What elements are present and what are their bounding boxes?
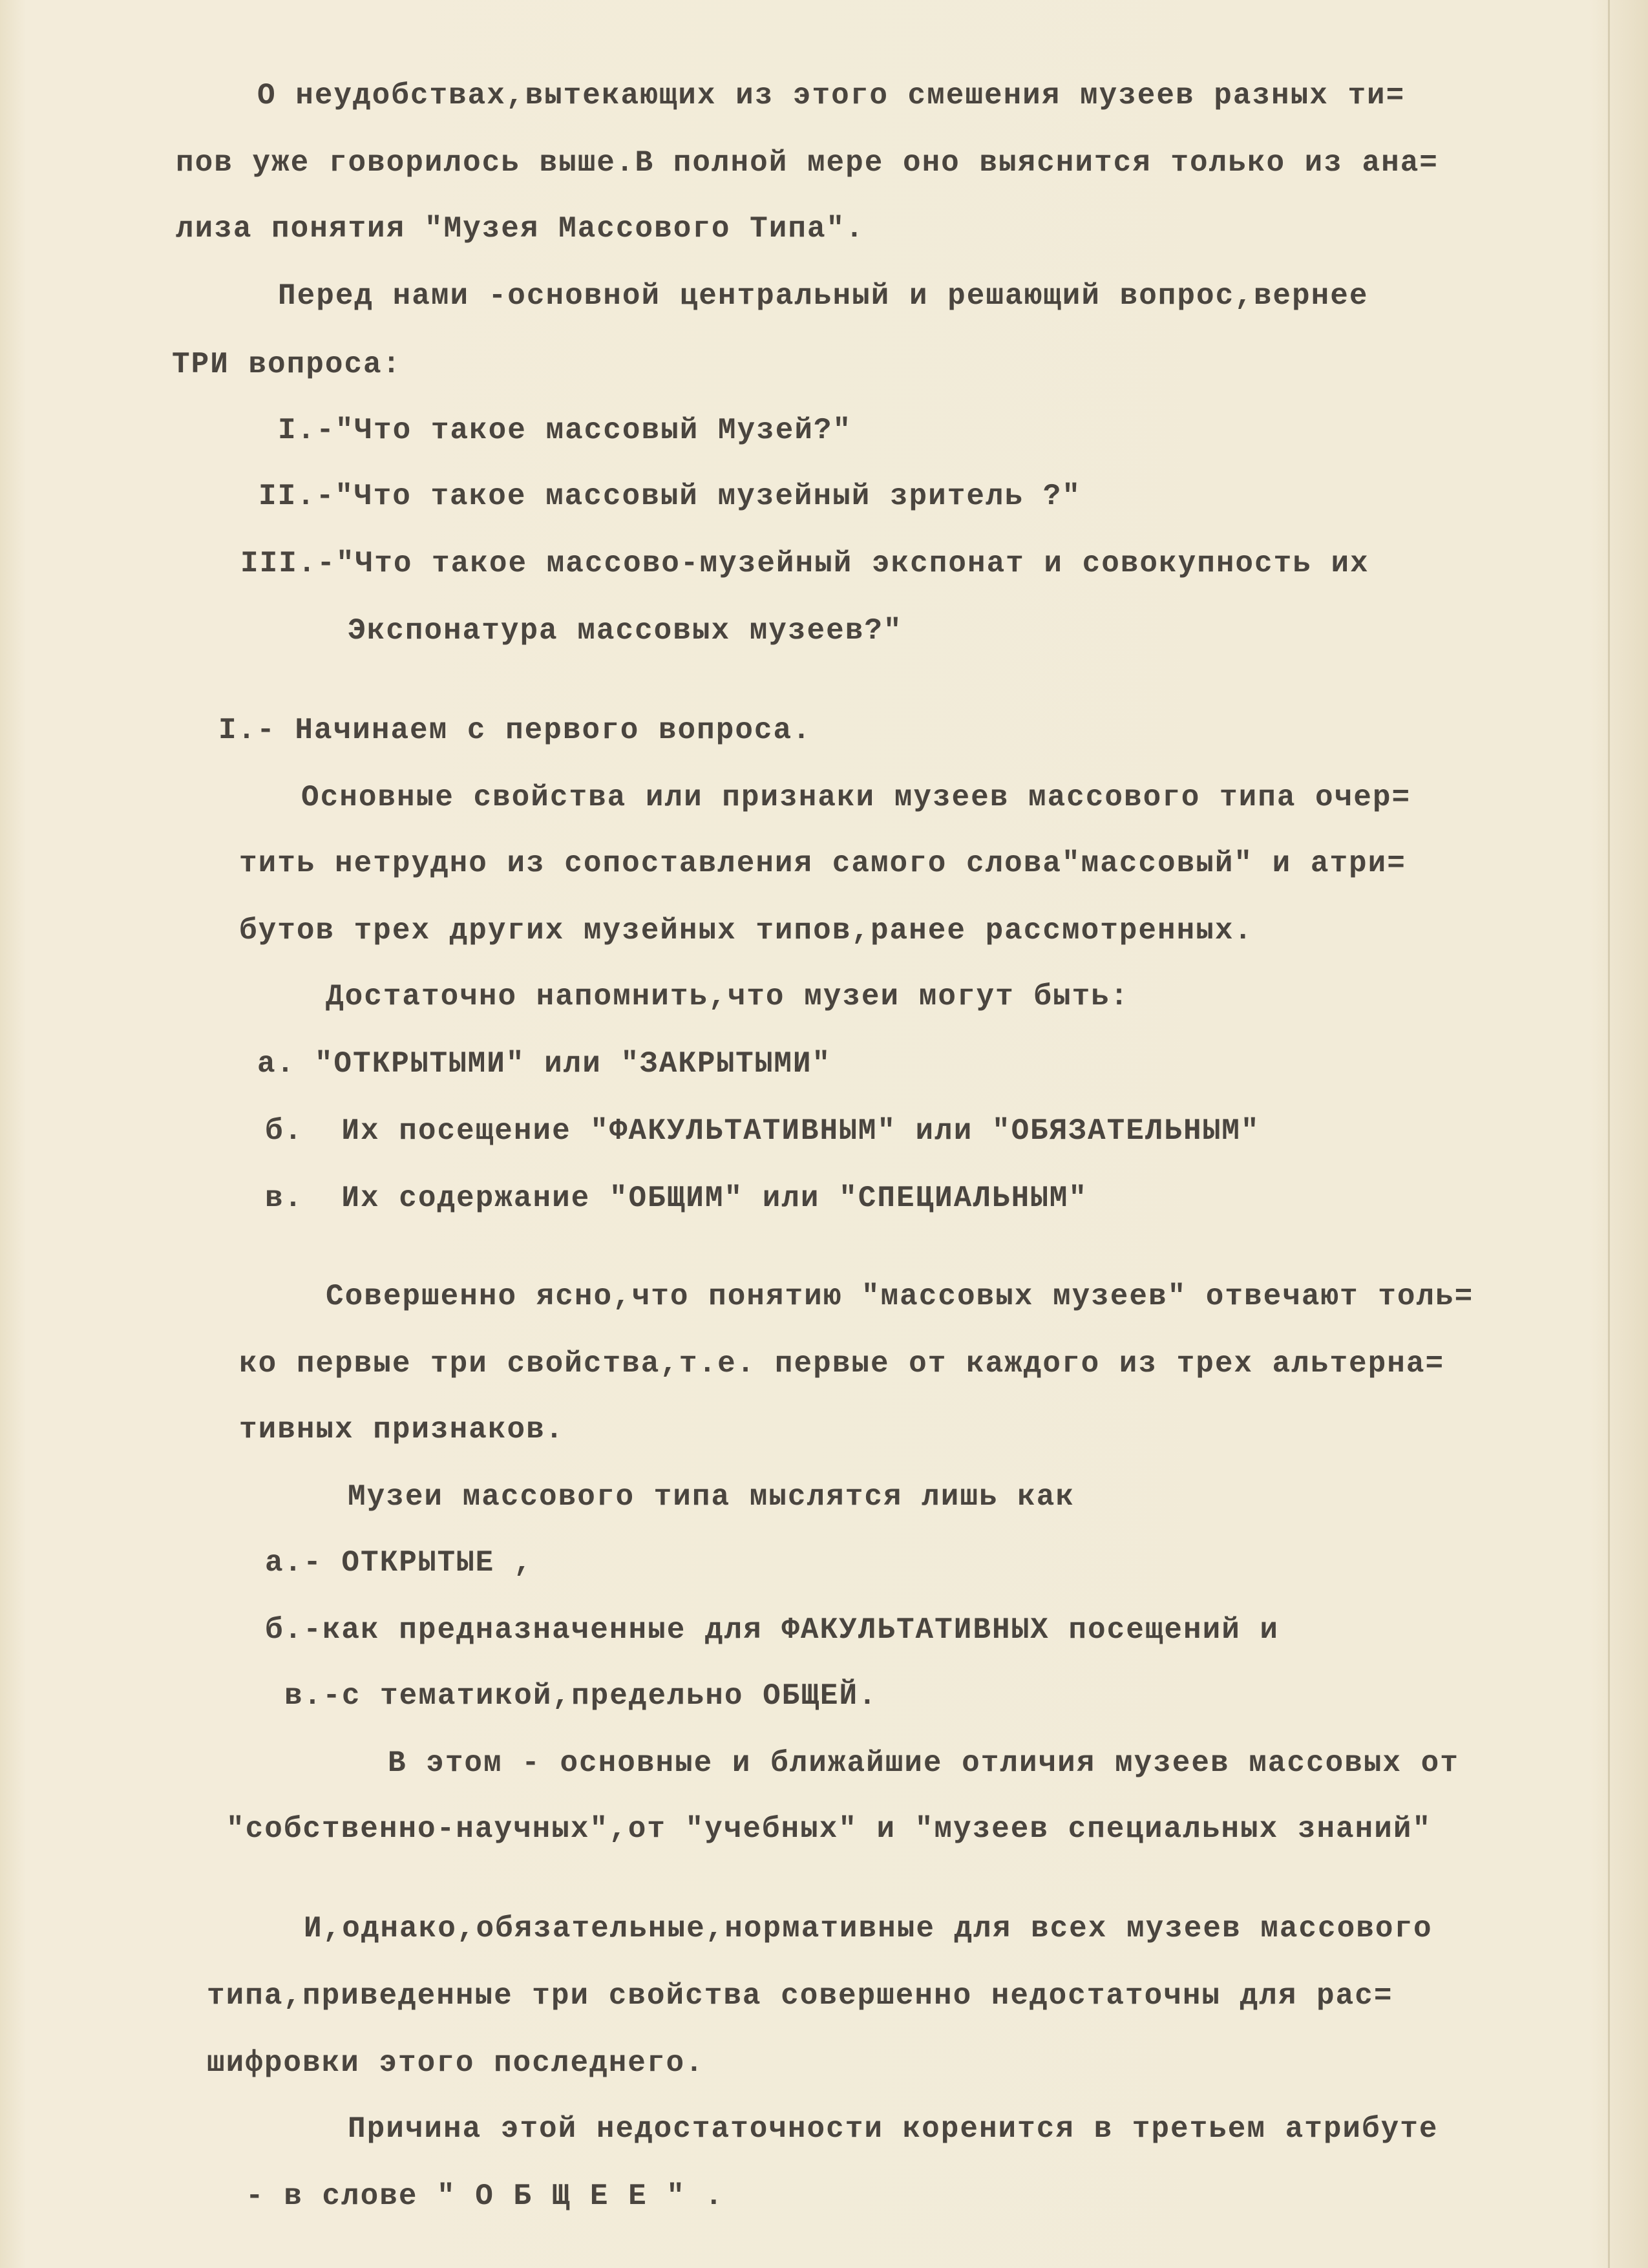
list-item: б.-как предназначенные для ФАКУЛЬТАТИВНЫХ посещений и (265, 1613, 1280, 1647)
text-line: ко первые три свойства,т.е. первые от каждого из трех альтерна= (239, 1347, 1445, 1381)
question-item: III.-"Что такое массово-музейный экспонат и совокупность их (240, 547, 1369, 580)
list-item: б. Их посещение "ФАКУЛЬТАТИВНЫМ" или "ОБЯЗАТЕЛЬНЫМ" (265, 1114, 1260, 1148)
text-line: лиза понятия "Музея Массового Типа". (176, 212, 865, 246)
list-item: а. "ОТКРЫТЫМИ" или "ЗАКРЫТЫМИ" (257, 1047, 832, 1081)
text-line: О неудобствах,вытекающих из этого смешения музеев разных ти= (257, 79, 1406, 112)
text-line: тить нетрудно из сопоставления самого слова"массовый" и атри= (239, 847, 1406, 880)
list-item: в.-с тематикой,предельно ОБЩЕЙ. (284, 1679, 878, 1713)
text-line: И,однако,обязательные,нормативные для всех музеев массового (304, 1912, 1433, 1945)
text-line: бутов трех других музейных типов,ранее рассмотренных. (239, 914, 1254, 948)
text-line: В этом - основные и ближайшие отличия музеев массовых от (388, 1746, 1459, 1780)
text-line: Достаточно напомнить,что музеи могут быть: (326, 980, 1130, 1013)
text-line: Причина этой недостаточности коренится в третьем атрибуте (348, 2112, 1439, 2146)
text-line: ТРИ вопроса: (172, 348, 402, 381)
page-edge-shadow (1608, 0, 1610, 2268)
text-line: - в слове " О Б Щ Е Е " . (246, 2179, 724, 2213)
question-item: I.-"Что такое массовый Музей?" (278, 414, 852, 447)
question-item: Экспонатура массовых музеев?" (348, 614, 903, 648)
text-line: Перед нами -основной центральный и решающий вопрос,вернее (278, 279, 1369, 313)
section-heading: I.- Начинаем с первого вопроса. (218, 714, 812, 747)
text-line: Музеи массового типа мыслятся лишь как (348, 1480, 1075, 1514)
text-line: типа,приведенные три свойства совершенно недостаточны для рас= (207, 1979, 1393, 2013)
list-item: в. Их содержание "ОБЩИМ" или "СПЕЦИАЛЬНЫМ" (265, 1182, 1088, 1215)
question-item: II.-"Что такое массовый музейный зритель ?" (259, 480, 1081, 513)
text-line: Основные свойства или признаки музеев массового типа очер= (301, 781, 1411, 814)
text-line: шифровки этого последнего. (207, 2046, 704, 2080)
text-line: "собственно-научных",от "учебных" и "музеев специальных знаний" (226, 1812, 1432, 1846)
list-item: а.- ОТКРЫТЫЕ , (265, 1546, 533, 1580)
text-line: тивных признаков. (239, 1413, 565, 1447)
text-line: пов уже говорилось выше.В полной мере оно выяснится только из ана= (176, 146, 1439, 180)
text-line: Совершенно ясно,что понятию "массовых музеев" отвечают толь= (326, 1280, 1474, 1313)
